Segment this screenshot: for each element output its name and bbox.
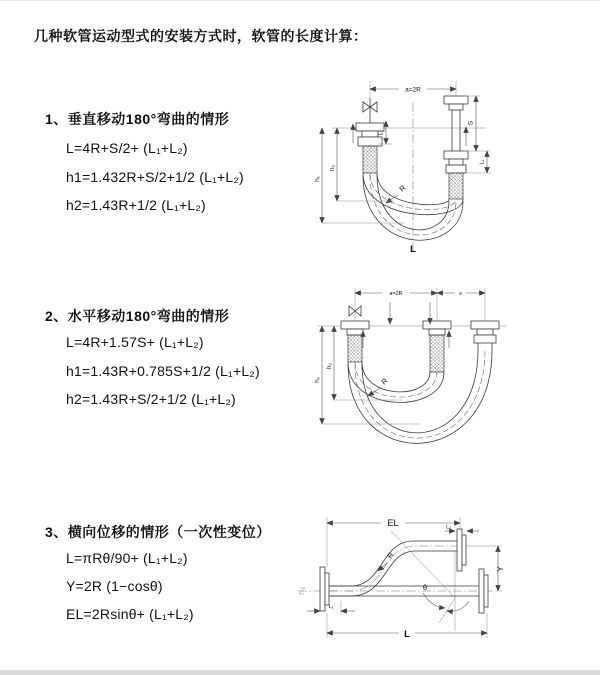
dim-label-radius: R (397, 183, 408, 194)
diagram-vertical-180-bend (308, 71, 548, 256)
page-bottom-edge (0, 670, 600, 675)
section3-heading: 3、横向位移的情形（一次性变位） (45, 524, 271, 540)
section2-formula-L: L=4R+1.57S+ (L₁+L₂) (66, 334, 204, 350)
left-hose-fitting (341, 321, 369, 362)
middle-hose-fitting (423, 321, 451, 372)
dim-label-h2: h₂ (326, 362, 333, 370)
dim-label-h2: h₂ (329, 164, 336, 172)
h-dimensions (314, 326, 420, 424)
section1-formula-L: L=4R+S/2+ (L₁+L₂) (66, 140, 188, 156)
section2-formula-h2: h2=1.43R+S/2+1/2 (L₁+L₂) (66, 391, 236, 407)
centerlines (318, 288, 507, 326)
hose-u-curves (348, 350, 492, 443)
dim-label-radius: R (385, 550, 396, 561)
dim-label-radius: R (379, 376, 390, 387)
y-dimension (496, 546, 505, 591)
dim-label-l1-top: L₁ (446, 524, 451, 531)
stroke-dimension (464, 96, 491, 173)
page-title: 几种软管运动型式的安装方式时，软管的长度计算： (34, 28, 368, 44)
right-pipe-assembly (444, 96, 468, 199)
dim-label-h1: h₁ (314, 176, 321, 182)
dim-label-total-length: L (404, 629, 410, 640)
radius-callout (378, 550, 396, 571)
section1-formula-h1: h1=1.432R+S/2+1/2 (L₁+L₂) (66, 169, 244, 185)
dim-label-total-length: L (410, 244, 416, 255)
radius-callout (386, 183, 408, 203)
section2-heading: 2、水平移动180°弯曲的情形 (45, 308, 230, 324)
dim-label-a2r: a=2R (389, 291, 403, 297)
left-hose-fitting (356, 123, 384, 173)
dim-label-a2r: a=2R (405, 86, 421, 94)
fitting-dimension-bottom (307, 601, 355, 615)
lower-right-flange (479, 569, 488, 613)
s-curve-hose (329, 541, 457, 596)
top-span-dimensions (355, 289, 485, 298)
dim-label-theta: θ (422, 583, 428, 592)
dim-label-offset: s (459, 291, 462, 297)
dim-label-stroke: S (467, 120, 475, 126)
section3-formula-Y: Y=2R (1−cosθ) (66, 578, 163, 594)
valve-icon (363, 98, 377, 123)
dim-label-y: Y (496, 566, 505, 572)
dim-label-h1: h₁ (314, 377, 321, 383)
top-span-dimension (370, 87, 456, 94)
braided-hose-section (449, 173, 463, 199)
radius-callout (368, 376, 390, 396)
section3-formula-EL: EL=2Rsinθ+ (L₁+L₂) (66, 606, 194, 622)
dim-label-l1-right: L₁ (479, 159, 486, 165)
diagram-horizontal-180-bend (302, 284, 592, 454)
braided-hose-section (348, 335, 362, 362)
dim-label-l1-bottom: L₁ (328, 604, 334, 610)
diagram-lateral-displacement (295, 501, 595, 649)
braided-hose-section (430, 335, 444, 372)
section1-formula-h2: h2=1.43R+1/2 (L₁+L₂) (66, 197, 206, 213)
section2-formula-h1: h1=1.43R+0.785S+1/2 (L₁+L₂) (66, 363, 260, 379)
braided-hose-section (363, 146, 377, 173)
dim-label-el: EL (387, 518, 399, 528)
section3-formula-L: L=πRθ/90+ (L₁+L₂) (66, 550, 188, 566)
dim-label-l1: L₁ (378, 130, 385, 136)
upper-right-flange (457, 529, 466, 571)
el-dimension (327, 516, 460, 528)
moved-position-fitting (471, 321, 499, 350)
l-dimension (327, 613, 487, 640)
section1-heading: 1、垂直移动180°弯曲的情形 (45, 111, 230, 127)
